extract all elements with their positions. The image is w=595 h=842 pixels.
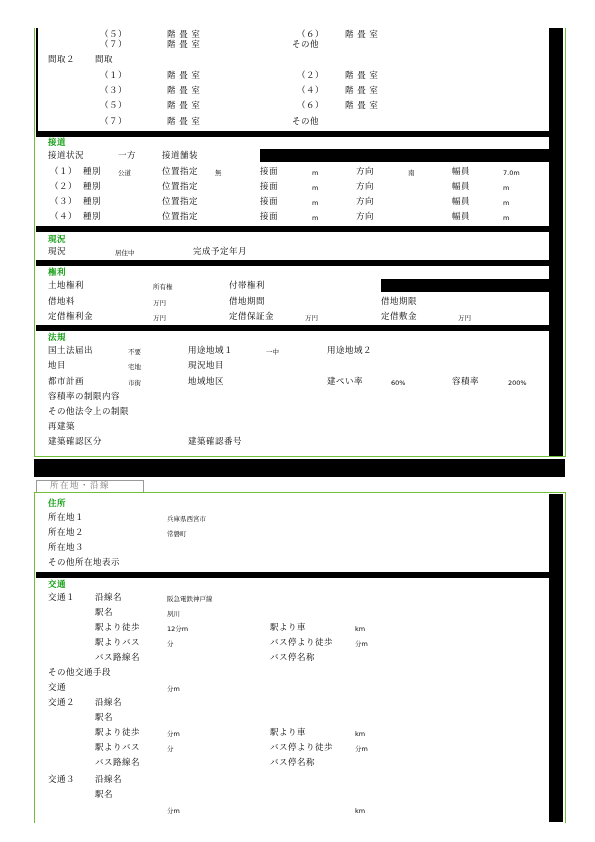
right-rail-top xyxy=(549,28,563,456)
transport2-busstop-walk-label: バス停より徒歩 xyxy=(270,743,334,753)
transport1-busstop-walk-value: 分m xyxy=(355,640,368,648)
rights-section-title: 権利 xyxy=(48,268,67,278)
transport2-station-label: 駅名 xyxy=(95,713,114,723)
transport2-walk-value: 分m xyxy=(167,730,180,738)
madori2-label2: 間取 xyxy=(95,55,114,65)
section-separator xyxy=(34,459,565,477)
madori-no: （４） xyxy=(297,86,325,96)
road-pos-label: 位置指定 xyxy=(162,167,199,177)
divider-2 xyxy=(36,226,563,232)
law-zone1-value: 一中 xyxy=(266,348,279,356)
madori-unit: 階 畳 室 xyxy=(167,101,201,111)
divider-4 xyxy=(36,325,563,331)
road-paved-bar xyxy=(260,149,563,162)
law-landcat-value: 宅地 xyxy=(128,363,141,371)
transport1-busstop-walk-label: バス停より徒歩 xyxy=(270,638,334,648)
road-dir-value: 南 xyxy=(408,169,415,177)
address-l1-label: 所在地１ xyxy=(48,513,85,523)
law-bcr-value: 60% xyxy=(391,379,406,387)
madori-no: （７） xyxy=(100,117,128,127)
transport2-line-label: 沿線名 xyxy=(95,698,123,708)
transport-section-title: 交通 xyxy=(48,580,67,590)
current-complete-label: 完成予定年月 xyxy=(193,247,248,257)
madori-unit: 階 畳 室 xyxy=(167,40,201,50)
law-section-title: 法規 xyxy=(48,333,67,343)
road-width-value: m xyxy=(503,214,510,222)
rights-attached-label: 付帯権利 xyxy=(229,281,266,291)
rights-shikikin-value: 万円 xyxy=(458,314,471,322)
rights-land-label: 土地権利 xyxy=(48,281,85,291)
left-rule-top xyxy=(36,28,38,131)
address-l1-value: 兵庫県西宮市 xyxy=(167,515,206,523)
road-width-value: 7.0m xyxy=(503,169,520,177)
rights-fixed-value: 万円 xyxy=(153,314,166,322)
transport1-car-value: km xyxy=(355,625,366,633)
current-section-title: 現況 xyxy=(48,235,67,245)
tab-label: 所在地・沿線 xyxy=(50,481,111,491)
road-row-no: （３） xyxy=(50,197,78,207)
road-dir-label: 方向 xyxy=(356,197,375,207)
transport-transit-label: 交通 xyxy=(48,683,67,693)
transport3-car-value: km xyxy=(355,807,366,815)
road-width-label: 幅員 xyxy=(452,167,471,177)
madori-other: その他 xyxy=(292,117,320,127)
road-dir-label: 方向 xyxy=(356,212,375,222)
law-curcat-label: 現況地目 xyxy=(188,361,225,371)
road-status-label: 接道状況 xyxy=(48,151,85,161)
law-district-label: 地域地区 xyxy=(188,377,225,387)
road-width-label: 幅員 xyxy=(452,212,471,222)
road-face-label: 接面 xyxy=(260,182,279,192)
law-zone2-label: 用途地域２ xyxy=(327,346,373,356)
transport1-label: 交通１ xyxy=(48,593,76,603)
madori-no: （６） xyxy=(297,101,325,111)
road-kind-label: 種別 xyxy=(83,182,102,192)
rights-deposit-label: 定借保証金 xyxy=(229,312,275,322)
transport2-busstop-walk-value: 分m xyxy=(355,745,368,753)
rights-rent-label: 借地料 xyxy=(48,297,76,307)
divider-1 xyxy=(36,131,563,137)
law-notify-label: 国土法届出 xyxy=(48,346,94,356)
madori-unit: 階 畳 室 xyxy=(167,86,201,96)
address-l2-value: 常磐町 xyxy=(167,530,187,538)
madori-unit: 階 畳 室 xyxy=(345,71,379,81)
road-face-label: 接面 xyxy=(260,197,279,207)
transport1-line-label: 沿線名 xyxy=(95,593,123,603)
road-pos-label: 位置指定 xyxy=(162,212,199,222)
transport2-walk-label: 駅より徒歩 xyxy=(95,728,141,738)
transport1-walk-label: 駅より徒歩 xyxy=(95,623,141,633)
madori-no: （５） xyxy=(100,101,128,111)
transport3-station-label: 駅名 xyxy=(95,790,114,800)
law-far-label: 容積率 xyxy=(452,377,480,387)
address-l2-label: 所在地２ xyxy=(48,528,85,538)
current-value: 居住中 xyxy=(115,249,135,257)
law-confirm-no-label: 建築確認番号 xyxy=(188,437,243,447)
transport1-station-value: 夙川 xyxy=(167,610,180,618)
madori-unit: 階 畳 室 xyxy=(345,101,379,111)
transport1-walk-value: 12分m xyxy=(167,625,189,633)
road-pos-value: 無 xyxy=(215,169,222,177)
transport1-bus-label: 駅よりバス xyxy=(95,638,141,648)
road-width-value: m xyxy=(503,199,510,207)
madori-unit: 階 畳 室 xyxy=(167,117,201,127)
road-kind-label: 種別 xyxy=(83,167,102,177)
road-face-unit: m xyxy=(312,199,319,207)
law-rebuild-label: 再建築 xyxy=(48,422,76,432)
transport2-car-value: km xyxy=(355,730,366,738)
madori-no: （７） xyxy=(100,40,128,50)
law-plan-label: 都市計画 xyxy=(48,377,85,387)
transport1-line-value: 阪急電鉄神戸線 xyxy=(167,595,213,603)
madori-no: （６） xyxy=(297,30,325,40)
address-l3-label: 所在地３ xyxy=(48,543,85,553)
transport3-walk-value: 分m xyxy=(167,807,180,815)
road-row-no: （２） xyxy=(50,182,78,192)
road-status-value: 一方 xyxy=(118,151,137,161)
right-rail-bottom xyxy=(549,494,563,822)
road-paved-label: 接道舗装 xyxy=(162,151,199,161)
road-section-title: 接道 xyxy=(48,138,67,148)
madori-no: （１） xyxy=(100,71,128,81)
road-dir-label: 方向 xyxy=(356,167,375,177)
rights-attached-bar xyxy=(381,279,563,292)
road-kind-label: 種別 xyxy=(83,197,102,207)
road-face-unit: m xyxy=(312,184,319,192)
divider-5 xyxy=(36,572,549,578)
road-face-unit: m xyxy=(312,169,319,177)
law-far-value: 200% xyxy=(508,379,527,387)
road-row-no: （４） xyxy=(50,212,78,222)
madori-other: その他 xyxy=(292,40,320,50)
road-pos-label: 位置指定 xyxy=(162,197,199,207)
road-kind-label: 種別 xyxy=(83,212,102,222)
rights-period-label: 借地期間 xyxy=(229,297,266,307)
current-label: 現況 xyxy=(48,247,67,257)
transport2-bus-label: 駅よりバス xyxy=(95,743,141,753)
law-landcat-label: 地目 xyxy=(48,361,67,371)
transport2-bus-value: 分 xyxy=(167,745,174,753)
madori-unit: 階 畳 室 xyxy=(345,30,379,40)
madori2-label: 間取２ xyxy=(48,55,76,65)
road-pos-label: 位置指定 xyxy=(162,182,199,192)
road-row-no: （１） xyxy=(50,167,78,177)
transport-other-label: その他交通手段 xyxy=(48,668,112,678)
road-face-label: 接面 xyxy=(260,167,279,177)
address-section-title: 住所 xyxy=(48,499,67,509)
transport3-label: 交通３ xyxy=(48,775,76,785)
road-face-unit: m xyxy=(312,214,319,222)
divider-3 xyxy=(36,260,563,266)
road-face-label: 接面 xyxy=(260,212,279,222)
address-l4-label: その他所在地表示 xyxy=(48,558,121,568)
rights-deposit-value: 万円 xyxy=(305,314,318,322)
madori-no: （２） xyxy=(297,71,325,81)
law-plan-value: 市街 xyxy=(128,379,141,387)
rights-rent-value: 万円 xyxy=(153,299,166,307)
law-confirm-label: 建築確認区分 xyxy=(48,437,103,447)
madori-unit: 階 畳 室 xyxy=(167,30,201,40)
transport-transit-value: 分m xyxy=(167,685,180,693)
law-zone1-label: 用途地域１ xyxy=(188,346,234,356)
transport3-line-label: 沿線名 xyxy=(95,775,123,785)
rights-term-label: 借地期限 xyxy=(381,297,418,307)
transport2-car-label: 駅より車 xyxy=(270,728,307,738)
transport1-station-label: 駅名 xyxy=(95,608,114,618)
transport2-busstop-label: バス停名称 xyxy=(270,758,316,768)
road-width-label: 幅員 xyxy=(452,197,471,207)
road-kind-value: 公道 xyxy=(118,169,131,177)
transport1-busstop-label: バス停名称 xyxy=(270,653,316,663)
road-width-value: m xyxy=(503,184,510,192)
law-bcr-label: 建ぺい率 xyxy=(327,377,364,387)
rights-land-value: 所有権 xyxy=(153,283,173,291)
rights-fixed-label: 定借権利金 xyxy=(48,312,94,322)
madori-unit: 階 畳 室 xyxy=(167,71,201,81)
transport2-busline-label: バス路線名 xyxy=(95,758,141,768)
law-other-limit-label: その他法令上の制限 xyxy=(48,407,130,417)
transport1-busline-label: バス路線名 xyxy=(95,653,141,663)
madori-no: （５） xyxy=(100,30,128,40)
law-far-limit-label: 容積率の制限内容 xyxy=(48,392,121,402)
madori-unit: 階 畳 室 xyxy=(345,86,379,96)
madori-no: （３） xyxy=(100,86,128,96)
transport2-label: 交通２ xyxy=(48,698,76,708)
rights-shikikin-label: 定借敷金 xyxy=(381,312,418,322)
road-width-label: 幅員 xyxy=(452,182,471,192)
transport1-car-label: 駅より車 xyxy=(270,623,307,633)
law-notify-value: 不要 xyxy=(128,348,141,356)
road-dir-label: 方向 xyxy=(356,182,375,192)
transport1-bus-value: 分 xyxy=(167,640,174,648)
